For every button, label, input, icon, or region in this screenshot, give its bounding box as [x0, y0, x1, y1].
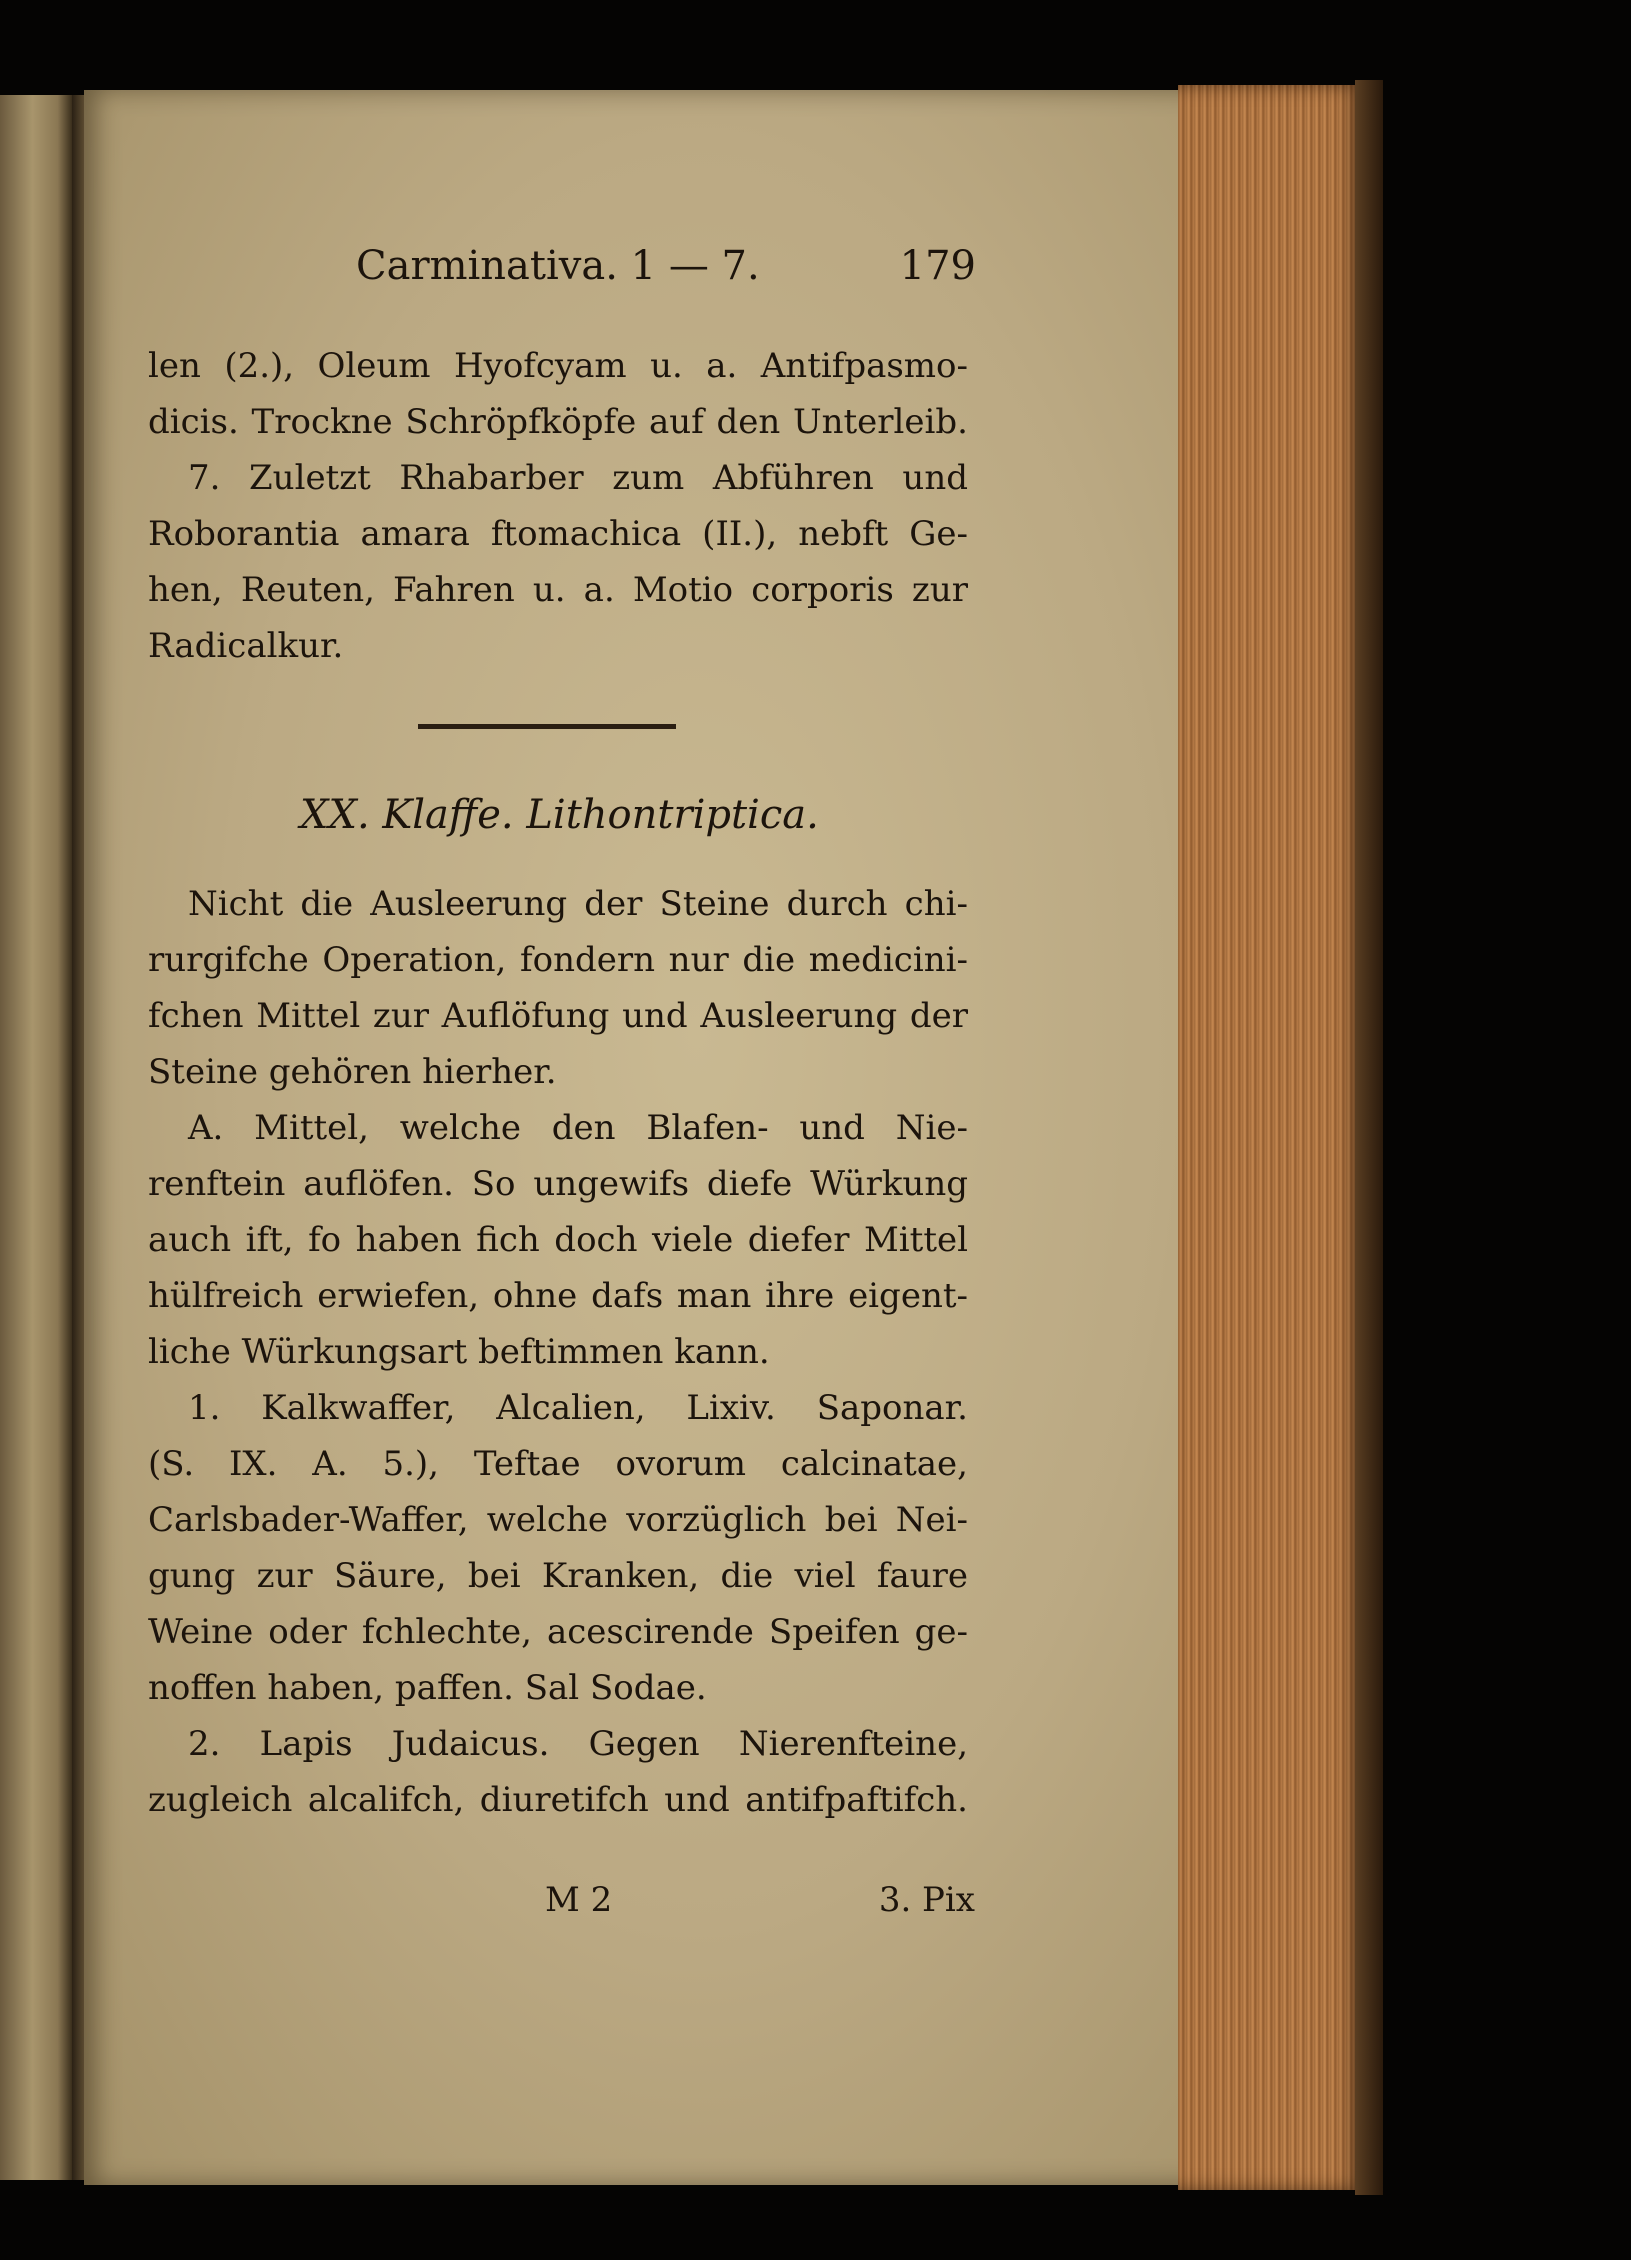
text-block-2 — [148, 876, 968, 1828]
text-line: hülfreich erwiefen, ohne dafs man ihre eigent- — [148, 1276, 968, 1316]
running-head — [356, 243, 976, 303]
text-line: 2. Lapis Judaicus. Gegen Nierenfteine, — [188, 1724, 968, 1764]
text-block-1 — [148, 338, 968, 674]
page-number: 179 — [899, 243, 976, 289]
text-line: zugleich alcalifch, diuretifch und antifpaftifch. — [148, 1780, 968, 1820]
page-edges — [1178, 85, 1363, 2190]
text-line: A. Mittel, welche den Blafen- und Nie- — [188, 1108, 968, 1148]
text-line: Steine gehören hierher. — [148, 1052, 557, 1092]
text-line: Radicalkur. — [148, 626, 344, 666]
running-title: Carminativa. 1 — 7. — [356, 243, 760, 289]
text-line: renftein auflöfen. So ungewifs diefe Würkung — [148, 1164, 968, 1204]
text-line: Carlsbader-Waffer, welche vorzüglich bei Nei- — [148, 1500, 968, 1540]
cover-edge — [1355, 80, 1383, 2195]
left-page-edge — [0, 95, 72, 2180]
text-line: auch ift, fo haben fich doch viele diefer Mittel — [148, 1220, 968, 1260]
section-heading: XX. Klaffe. Lithontriptica. — [300, 792, 819, 838]
book-gutter — [72, 95, 84, 2180]
text-line: Weine oder fchlechte, acescirende Speifen ge- — [148, 1612, 968, 1652]
section-divider — [418, 724, 676, 729]
text-line: dicis. Trockne Schröpfköpfe auf den Unterleib. — [148, 402, 968, 442]
text-line: rurgifche Operation, fondern nur die medicini- — [148, 940, 968, 980]
catchword: 3. Pix — [878, 1880, 975, 1920]
text-line: noffen haben, paffen. Sal Sodae. — [148, 1668, 707, 1708]
text-line: hen, Reuten, Fahren u. a. Motio corporis zur — [148, 570, 968, 610]
text-line: 7. Zuletzt Rhabarber zum Abführen und — [188, 458, 968, 498]
page-footer — [545, 1880, 975, 1936]
text-line: (S. IX. A. 5.), Teftae ovorum calcinatae, — [148, 1444, 968, 1484]
text-line: fchen Mittel zur Auflöfung und Ausleerung der — [148, 996, 968, 1036]
text-line: gung zur Säure, bei Kranken, die viel faure — [148, 1556, 968, 1596]
text-line: liche Würkungsart beftimmen kann. — [148, 1332, 770, 1372]
text-line: 1. Kalkwaffer, Alcalien, Lixiv. Saponar. — [188, 1388, 968, 1428]
signature-mark: M 2 — [545, 1880, 613, 1920]
text-line: Roborantia amara ftomachica (II.), nebft Ge- — [148, 514, 968, 554]
text-line: Nicht die Ausleerung der Steine durch chi- — [188, 884, 968, 924]
text-line: len (2.), Oleum Hyofcyam u. a. Antifpasmo- — [148, 346, 968, 386]
